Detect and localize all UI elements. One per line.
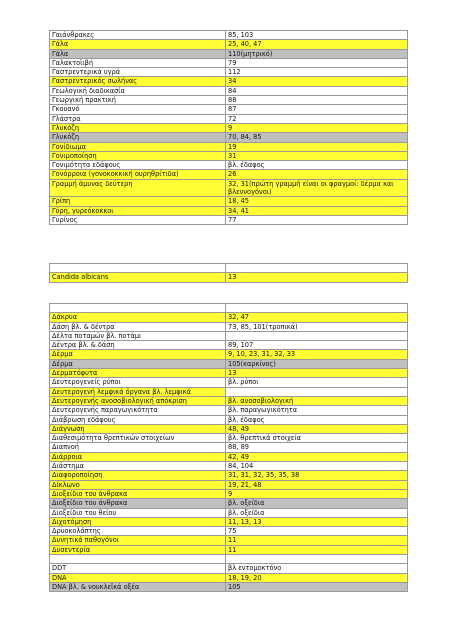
table-row: [50, 434, 408, 443]
index-pages: 88, 89: [226, 443, 408, 452]
index-term: Δίκλωνο: [50, 480, 226, 489]
table-row: [50, 264, 408, 273]
index-pages: 105: [226, 582, 408, 591]
index-pages: 112: [226, 68, 408, 77]
index-term: Γεωλογική διαδικασία: [50, 86, 226, 95]
index-term: Διοξείδιο του άνθρακα: [50, 499, 226, 508]
index-pages: 48, 49: [226, 424, 408, 433]
index-term: [50, 264, 226, 273]
table-row: [50, 462, 408, 471]
index-term: Γαστρεντερικά υγρά: [50, 68, 226, 77]
index-pages: 89, 107: [226, 341, 408, 350]
index-pages: βλ. έδαφος: [226, 415, 408, 424]
index-term: Δέντρα βλ. & δάση: [50, 341, 226, 350]
table-row: [50, 273, 408, 282]
table-row: [50, 114, 408, 123]
index-term: DDT: [50, 564, 226, 573]
index-pages: βλ. οξείδια: [226, 508, 408, 517]
table-row: [50, 443, 408, 452]
index-term: Γονίδιωμα: [50, 142, 226, 151]
index-term: DNA βλ. & νουκλεϊκά οξέα: [50, 582, 226, 591]
index-pages: βλ εντομοκτόνο: [226, 564, 408, 573]
index-term: Γεωργική πρακτική: [50, 96, 226, 105]
index-term: Δυνητικά παθογόνοι: [50, 536, 226, 545]
index-term: Διχοτόμηση: [50, 517, 226, 526]
table-row: [50, 480, 408, 489]
index-pages: 11: [226, 545, 408, 554]
table-row: [50, 359, 408, 368]
index-term: Γκουανό: [50, 105, 226, 114]
index-term: Γαιάνθρακες: [50, 31, 226, 40]
index-pages: 77: [226, 215, 408, 224]
table-row: [50, 406, 408, 415]
table-row: [50, 387, 408, 396]
index-pages: 25, 40, 47: [226, 40, 408, 49]
index-pages: 18, 19, 20: [226, 573, 408, 582]
index-pages: 110(μητρικό): [226, 49, 408, 58]
index-term: Γάλα: [50, 49, 226, 58]
index-pages: 11, 13, 13: [226, 517, 408, 526]
table-row: [50, 58, 408, 67]
table-row: [50, 86, 408, 95]
table-row: [50, 378, 408, 387]
table-row: [50, 40, 408, 49]
index-term: Γαλακτοϊιβή: [50, 58, 226, 67]
index-term: Γαστρεντερικός σωλήνας: [50, 77, 226, 86]
table-row: [50, 304, 408, 313]
index-pages: 32, 31(πρώτη γραμμή είναι οι φραγμοί: δέρμα και βλεννογόνοι): [226, 179, 408, 197]
index-term: Γραμμή άμυνας δεύτερη: [50, 179, 226, 197]
table-row: [50, 545, 408, 554]
index-pages: [226, 264, 408, 273]
table-row: [50, 77, 408, 86]
index-pages: 85, 103: [226, 31, 408, 40]
index-pages: [226, 555, 408, 564]
table-row: [50, 142, 408, 151]
index-term: Γλάστρα: [50, 114, 226, 123]
table-row: [50, 179, 408, 197]
table-row: [50, 206, 408, 215]
index-pages: 31: [226, 151, 408, 160]
table-row: [50, 499, 408, 508]
table-row: [50, 197, 408, 206]
index-term: [50, 304, 226, 313]
index-pages: 19: [226, 142, 408, 151]
index-pages: 26: [226, 170, 408, 179]
table-row: [50, 49, 408, 58]
index-term: Δέρμα: [50, 359, 226, 368]
index-pages: [226, 331, 408, 340]
index-term: Διαφοροποίηση: [50, 471, 226, 480]
index-term: Διοξείδιο του άνθρακα: [50, 489, 226, 498]
table-row: [50, 517, 408, 526]
index-term: Διάγνωση: [50, 424, 226, 433]
index-term: Δευτερογενής παραγωγικότητα: [50, 406, 226, 415]
table-row: [50, 573, 408, 582]
index-table-candida: [49, 263, 408, 283]
index-pages: 72: [226, 114, 408, 123]
index-pages: βλ. έδαφος: [226, 161, 408, 170]
index-term: Γλυκόζη: [50, 133, 226, 142]
index-term: Γύρη, γυρεόκοκκοι: [50, 206, 226, 215]
index-pages: [226, 304, 408, 313]
index-term: Δερματόφυτα: [50, 369, 226, 378]
index-term: Γονόρροια (γονοκοκκική ουρηθρίτιδα): [50, 170, 226, 179]
index-term: Γρίπη: [50, 197, 226, 206]
table-row: [50, 582, 408, 591]
index-pages: 42, 49: [226, 452, 408, 461]
index-term: Γονιμοποίηση: [50, 151, 226, 160]
index-term: Δέρμα: [50, 350, 226, 359]
index-term: Δευτερογενής ανοσοβιολογική απόκριση: [50, 396, 226, 405]
index-pages: βλ. οξείδια: [226, 499, 408, 508]
index-pages: 9: [226, 489, 408, 498]
index-term: Διάρροια: [50, 452, 226, 461]
index-pages: 73, 85, 101(τροπικά): [226, 322, 408, 331]
table-row: [50, 68, 408, 77]
index-pages: βλ. παραγωγικότητα: [226, 406, 408, 415]
index-pages: βλ. ανοσοβιολογική: [226, 396, 408, 405]
index-pages: 105(καρκίνος): [226, 359, 408, 368]
table-row: [50, 555, 408, 564]
table-row: [50, 105, 408, 114]
index-pages: 13: [226, 369, 408, 378]
index-term: Διάστημα: [50, 462, 226, 471]
table-row: [50, 215, 408, 224]
index-term: DNA: [50, 573, 226, 582]
table-row: [50, 170, 408, 179]
index-pages: [226, 387, 408, 396]
index-term: Γονιμότητα εδάφους: [50, 161, 226, 170]
index-pages: 31, 31, 32, 35, 35, 38: [226, 471, 408, 480]
table-row: [50, 151, 408, 160]
table-row: [50, 471, 408, 480]
index-pages: 34, 41: [226, 206, 408, 215]
index-term: Διαθεσιμότητα θρεπτικών στοιχείων: [50, 434, 226, 443]
index-term: [50, 555, 226, 564]
table-row: [50, 508, 408, 517]
index-pages: 9, 10, 23, 31, 32, 33: [226, 350, 408, 359]
table-row: [50, 452, 408, 461]
index-term: Δευτερογενείς ρύποι: [50, 378, 226, 387]
index-pages: 79: [226, 58, 408, 67]
index-term: Διάβρωση εδάφους: [50, 415, 226, 424]
index-term: Διαπνοή: [50, 443, 226, 452]
index-term: Δέλτα ποταμών βλ. ποτάμι: [50, 331, 226, 340]
index-pages: 32, 47: [226, 313, 408, 322]
index-pages: 13: [226, 273, 408, 282]
table-row: [50, 369, 408, 378]
index-pages: 84, 104: [226, 462, 408, 471]
table-row: [50, 396, 408, 405]
table-row: [50, 536, 408, 545]
index-term: Candida albicans: [50, 273, 226, 282]
index-term: Δάκρυα: [50, 313, 226, 322]
index-pages: 88: [226, 96, 408, 105]
index-pages: 84: [226, 86, 408, 95]
index-pages: βλ. θρεπτικά στοιχεία: [226, 434, 408, 443]
table-row: [50, 96, 408, 105]
table-row: [50, 133, 408, 142]
index-term: Γάλα: [50, 40, 226, 49]
table-row: [50, 31, 408, 40]
index-term: Δρυοκολάπτης: [50, 527, 226, 536]
table-row: [50, 350, 408, 359]
index-term: Δευτερογενή λεμφικά όργανα βλ. λεμφικά: [50, 387, 226, 396]
table-row: [50, 322, 408, 331]
table-row: [50, 331, 408, 340]
table-row: [50, 415, 408, 424]
table-row: [50, 564, 408, 573]
table-row: [50, 161, 408, 170]
index-table-delta: [49, 303, 408, 592]
index-term: Γυρίνος: [50, 215, 226, 224]
index-pages: 75: [226, 527, 408, 536]
index-pages: βλ. ρύποι: [226, 378, 408, 387]
index-term: Γλυκόζη: [50, 123, 226, 132]
index-term: Δάση βλ. & δέντρα: [50, 322, 226, 331]
index-term: Δυσεντερία: [50, 545, 226, 554]
table-row: [50, 123, 408, 132]
index-pages: 87: [226, 105, 408, 114]
table-row: [50, 341, 408, 350]
index-pages: 11: [226, 536, 408, 545]
table-row: [50, 313, 408, 322]
table-row: [50, 527, 408, 536]
index-term: Διοξείδιο του θείου: [50, 508, 226, 517]
index-pages: 9: [226, 123, 408, 132]
index-pages: 34: [226, 77, 408, 86]
table-row: [50, 489, 408, 498]
index-pages: 19, 21, 48: [226, 480, 408, 489]
index-pages: 70, 84, 85: [226, 133, 408, 142]
index-table-gamma: [49, 30, 408, 225]
table-row: [50, 424, 408, 433]
index-pages: 18, 45: [226, 197, 408, 206]
